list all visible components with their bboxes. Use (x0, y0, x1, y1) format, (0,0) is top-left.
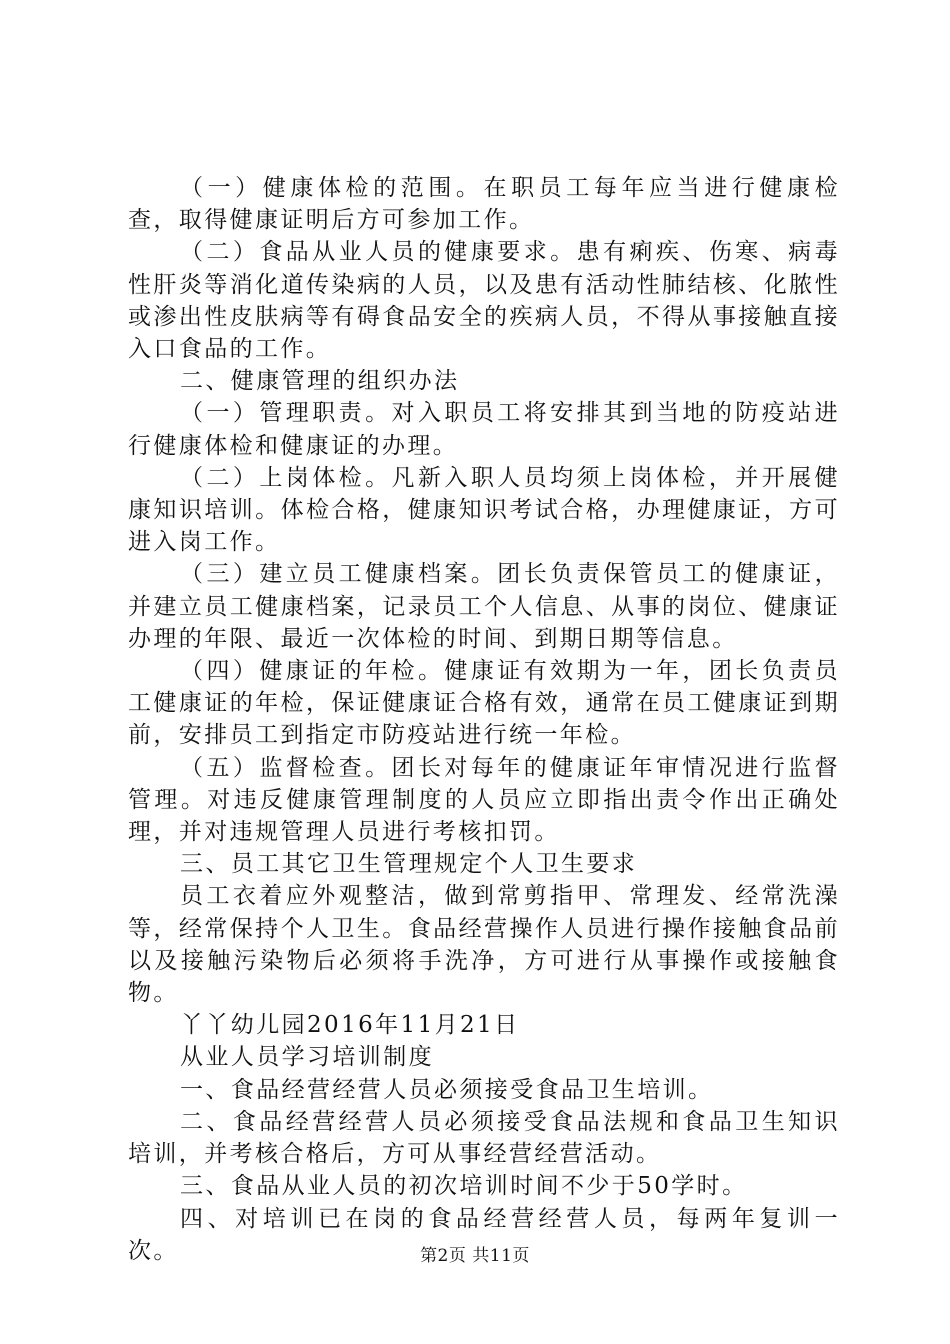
paragraph-health-records: （三）建立员工健康档案。团长负责保管员工的健康证，并建立员工健康档案，记录员工个人信息、从事的岗位、健康证办理的年限、最近一次体检的时间、到期日期等信息。 (128, 561, 840, 652)
section-heading-organization: 二、健康管理的组织办法 (180, 368, 460, 395)
paragraph-training-rule-1: 一、食品经营经营人员必须接受食品卫生培训。 (180, 1076, 714, 1103)
document-body (128, 172, 840, 1267)
paragraph-management-duties: （一）管理职责。对入职员工将安排其到当地的防疫站进行健康体检和健康证的办理。 (128, 400, 840, 459)
paragraph-training-rule-3: 三、食品从业人员的初次培训时间不少于50学时。 (180, 1173, 748, 1200)
section-heading-hygiene: 三、员工其它卫生管理规定个人卫生要求 (180, 851, 638, 878)
page-footer: 第2页 共11页 (420, 1246, 530, 1266)
paragraph-health-requirements: （二）食品从业人员的健康要求。患有痢疾、伤寒、病毒性肝炎等消化道传染病的人员，以及患有活动性肺结核、化脓性或渗出性皮肤病等有碍食品安全的疾病人员，不得从事接触直接入口食品的工作。 (128, 239, 840, 363)
paragraph-annual-inspection: （四）健康证的年检。健康证有效期为一年，团长负责员工健康证的年检，保证健康证合格有效，通常在员工健康证到期前，安排员工到指定市防疫站进行统一年检。 (128, 658, 840, 749)
paragraph-pre-job-checkup: （二）上岗体检。凡新入职人员均须上岗体检，并开展健康知识培训。体检合格，健康知识考试合格，办理健康证，方可进入岗工作。 (128, 464, 840, 556)
paragraph-supervision: （五）监督检查。团长对每年的健康证年审情况进行监督管理。对违反健康管理制度的人员应立即指出责令作出正确处理，并对违规管理人员进行考核扣罚。 (128, 754, 840, 846)
section-title-training: 从业人员学习培训制度 (180, 1044, 434, 1071)
paragraph-health-check-scope: （一）健康体检的范围。在职员工每年应当进行健康检查，取得健康证明后方可参加工作。 (128, 175, 840, 234)
paragraph-training-rule-4: 四、对培训已在岗的食品经营经营人员，每两年复训一次。 (128, 1205, 840, 1264)
signature-date-line: 丫丫幼儿园2016年11月21日 (180, 1012, 520, 1039)
paragraph-training-rule-2: 二、食品经营经营人员必须接受食品法规和食品卫生知识培训，并考核合格后，方可从事经营经营活动。 (128, 1108, 840, 1168)
paragraph-personal-hygiene: 员工衣着应外观整洁，做到常剪指甲、常理发、经常洗澡等，经常保持个人卫生。食品经营操作人员进行操作接触食品前以及接触污染物后必须将手洗净，方可进行从事操作或接触食物。 (128, 883, 840, 1007)
